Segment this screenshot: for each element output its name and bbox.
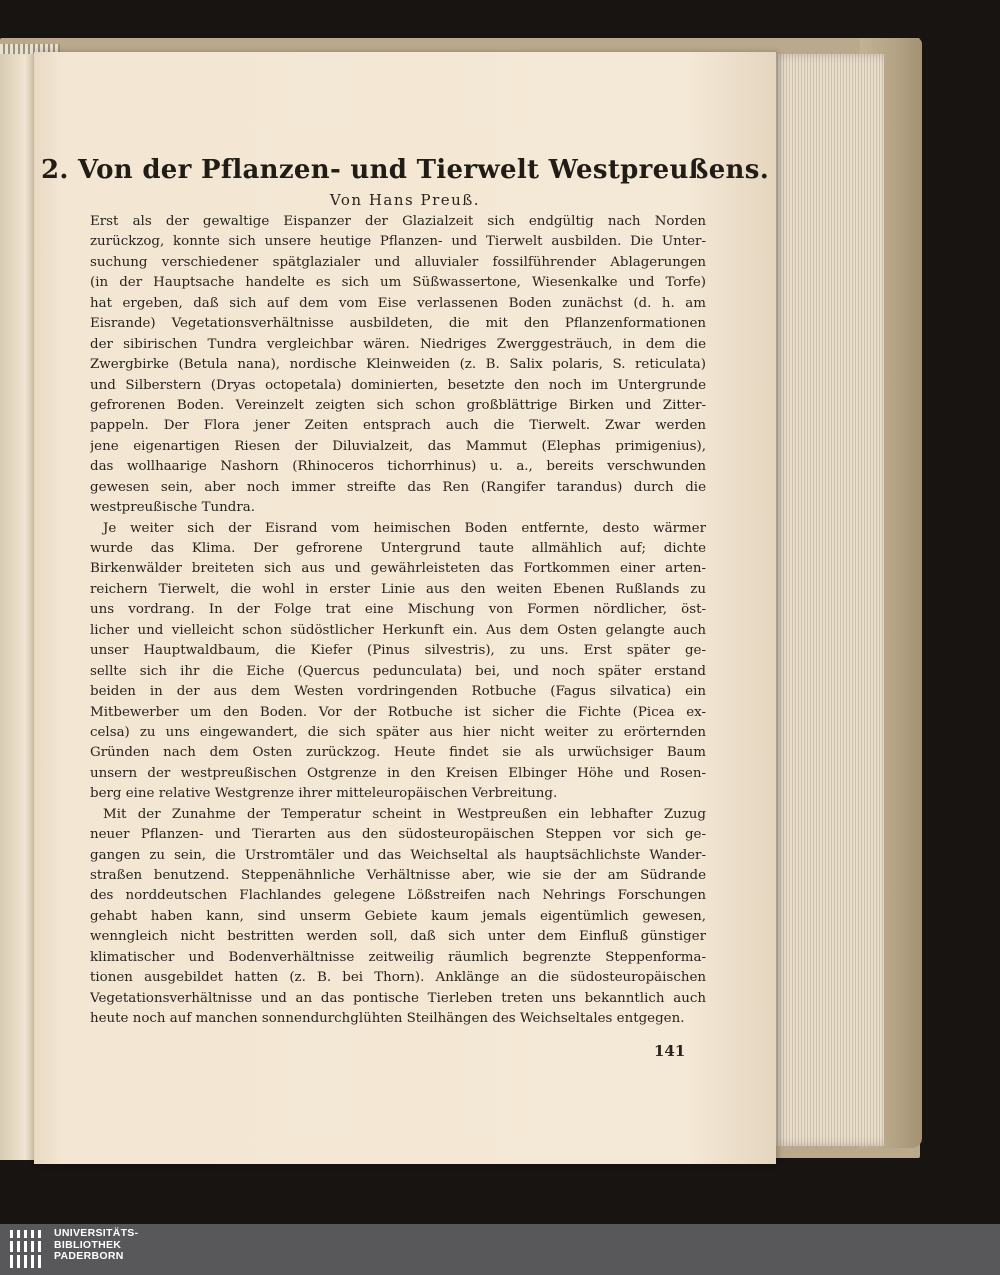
text-line: gangen zu sein, die Urstromtäler und das Weichseltal als hauptsächlichste Wander-: [90, 847, 706, 863]
text-line: Mit der Zunahme der Temperatur scheint in Westpreußen ein lebhafter Zuzug: [103, 806, 706, 822]
text-line: Birkenwälder breiteten sich aus und gewährleisteten das Fortkommen einer arten-: [90, 561, 706, 577]
page-stack-edge: [772, 54, 884, 1146]
text-line: gewesen sein, aber noch immer streifte das Ren (Rangifer tarandus) durch die: [90, 479, 706, 495]
text-line: das wollhaarige Nashorn (Rhinoceros tichorrhinus) u. a., bereits verschwunden: [90, 459, 706, 475]
text-line: pappeln. Der Flora jener Zeiten entsprach auch die Tierwelt. Zwar werden: [90, 418, 706, 434]
text-line: Erst als der gewaltige Eispanzer der Glazialzeit sich endgültig nach Norden: [90, 214, 706, 229]
text-line: Je weiter sich der Eisrand vom heimischen Boden entfernte, desto wärmer: [103, 520, 706, 536]
text-line: straßen benutzend. Steppenähnliche Verhältnisse aber, wie sie der am Südrande: [90, 868, 706, 883]
text-line: Mitbewerber um den Boden. Vor der Rotbuche ist sicher die Fichte (Picea ex-: [90, 704, 706, 720]
text-line: beiden in der aus dem Westen vordringenden Rotbuche (Fagus silvatica) ein: [90, 684, 706, 700]
text-line: jene eigenartigen Riesen der Diluvialzeit, das Mammut (Elephas primigenius),: [90, 438, 706, 454]
text-line: heute noch auf manchen sonnendurchglühten Steilhängen des Weichseltales entgegen.: [90, 1011, 685, 1027]
library-name: [54, 1228, 138, 1263]
page-number: 141: [654, 1042, 686, 1060]
body-text: [90, 212, 706, 1030]
author-line: Von Hans Preuß.: [329, 191, 481, 209]
text-line: unsern der westpreußischen Ostgrenze in den Kreisen Elbinger Höhe und Rosen-: [90, 765, 706, 781]
text-line: wurde das Klima. Der gefrorene Untergrund taute allmählich auf; dichte: [90, 541, 706, 556]
text-line: zurückzog, konnte sich unsere heutige Pflanzen- und Tierwelt ausbilden. Die Unter-: [90, 234, 706, 250]
text-line: der sibirischen Tundra vergleichbar wären. Niedriges Zwerggesträuch, in dem die: [90, 336, 706, 352]
text-line: wenngleich nicht bestritten werden soll, daß sich unter dem Einfluß günstiger: [90, 929, 706, 945]
text-line: und Silberstern (Dryas octopetala) dominierten, besetzte den noch im Untergrunde: [90, 377, 706, 393]
text-line: celsa) zu uns eingewandert, die sich später aus hier nicht weiter zu erörternden: [90, 724, 706, 740]
text-line: unser Hauptwaldbaum, die Kiefer (Pinus silvestris), zu uns. Erst später ge-: [90, 643, 706, 659]
text-line: (in der Hauptsache handelte es sich um Süßwassertone, Wiesenkalke und Torfe): [90, 275, 706, 291]
library-logo-icon: [8, 1228, 46, 1270]
text-line: sellte sich ihr die Eiche (Quercus pedunculata) bei, und noch später erstand: [90, 663, 706, 679]
library-footer-bar: [0, 1224, 1000, 1275]
text-line: berg eine relative Westgrenze ihrer mitteleuropäischen Verbreitung.: [90, 786, 558, 802]
library-name-line: BIBLIOTHEK: [54, 1238, 122, 1251]
text-line: gehabt haben kann, sind unserm Gebiete kaum jemals eigentümlich gewesen,: [90, 908, 706, 924]
text-line: des norddeutschen Flachlandes gelegene Lößstreifen nach Nehrings Forschungen: [90, 888, 706, 904]
library-name-line: PADERBORN: [54, 1250, 124, 1262]
chapter-title: 2. Von der Pflanzen- und Tierwelt Westpreußens.: [40, 155, 770, 185]
text-line: Zwergbirke (Betula nana), nordische Kleinweiden (z. B. Salix polaris, S. reticulata): [90, 357, 706, 373]
text-line: neuer Pflanzen- und Tierarten aus den südosteuropäischen Steppen vor sich ge-: [90, 827, 706, 843]
book-page: [34, 52, 776, 1164]
text-line: Vegetationsverhältnisse und an das pontische Tierleben treten uns bekanntlich auch: [90, 990, 706, 1006]
text-line: reichern Tierwelt, die wohl in erster Linie aus den weiten Ebenen Rußlands zu: [90, 581, 706, 597]
text-line: westpreußische Tundra.: [90, 500, 255, 516]
text-line: Eisrande) Vegetationsverhältnisse ausbildeten, die mit den Pflanzenformationen: [90, 316, 706, 332]
text-line: suchung verschiedener spätglazialer und alluvialer fossilführender Ablagerungen: [90, 254, 706, 270]
text-line: Gründen nach dem Osten zurückzog. Heute findet sie als urwüchsiger Baum: [90, 745, 706, 761]
text-line: uns vordrang. In der Folge trat eine Mischung von Formen nördlicher, öst-: [90, 602, 706, 618]
text-line: gefrorenen Boden. Vereinzelt zeigten sich schon großblättrige Birken und Zitter-: [90, 397, 706, 413]
text-line: klimatischer und Bodenverhältnisse zeitweilig räumlich begrenzte Steppenforma-: [90, 949, 706, 965]
text-line: tionen ausgebildet hatten (z. B. bei Thorn). Anklänge an die südosteuropäischen: [90, 970, 706, 986]
text-line: hat ergeben, daß sich auf dem vom Eise verlassenen Boden zunächst (d. h. am: [90, 295, 706, 311]
left-page-edge: [0, 50, 36, 1160]
text-line: licher und vielleicht schon südöstlicher Herkunft ein. Aus dem Osten gelangte auch: [90, 622, 706, 638]
library-name-line: UNIVERSITÄTS-: [54, 1227, 139, 1239]
